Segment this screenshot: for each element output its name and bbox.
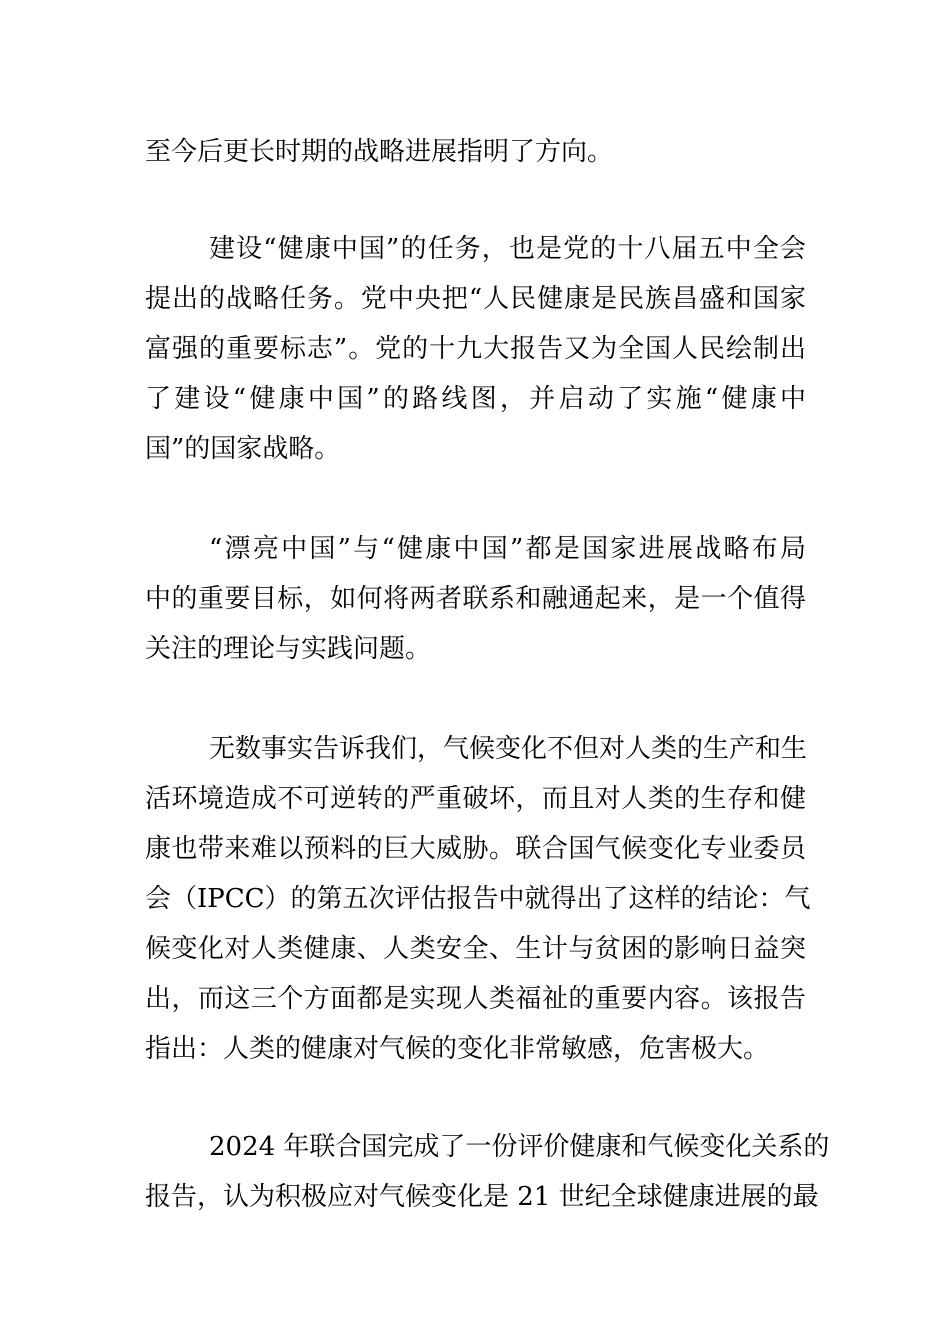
paragraph-4-line-1: 无数事实告诉我们，气候变化不但对人类的生产和生 <box>209 734 808 764</box>
paragraph-5-line-1: 2024 年联合国完成了一份评价健康和气候变化关系的 <box>209 1132 830 1162</box>
paragraph-2-line-1: 建设“健康中国”的任务，也是党的十八届五中全会 <box>209 234 806 264</box>
paragraph-4-line-3: 康也带来难以预料的巨大威胁。联合国气候变化专业委员 <box>145 834 806 864</box>
paragraph-4-line-7: 指出：人类的健康对气候的变化非常敏感，危害极大。 <box>145 1034 770 1064</box>
paragraph-5-line-2: 报告，认为积极应对气候变化是 21 世纪全球健康进展的最 <box>145 1182 819 1212</box>
paragraph-4-line-5: 候变化对人类健康、人类安全、生计与贫困的影响日益突 <box>145 934 806 964</box>
paragraph-4-line-6: 出，而这三个方面都是实现人类福祉的重要内容。该报告 <box>145 984 806 1014</box>
paragraph-2-line-2: 提出的战略任务。党中央把“人民健康是民族昌盛和国家 <box>145 284 806 314</box>
paragraph-2-line-3: 富强的重要标志”。党的十九大报告又为全国人民绘制出 <box>145 334 806 364</box>
paragraph-4-line-4: 会（IPCC）的第五次评估报告中就得出了这样的结论：气 <box>145 884 811 914</box>
paragraph-3-line-2: 中的重要目标，如何将两者联系和融通起来，是一个值得 <box>145 584 806 614</box>
paragraph-2-line-5: 国”的国家战略。 <box>145 434 341 464</box>
paragraph-2-line-4: 了建设“健康中国”的路线图，并启动了实施“健康中 <box>145 384 806 414</box>
paragraph-4-line-2: 活环境造成不可逆转的严重破坏，而且对人类的生存和健 <box>145 784 806 814</box>
paragraph-3-line-1: “漂亮中国”与“健康中国”都是国家进展战略布局 <box>209 534 806 564</box>
paragraph-3-line-3: 关注的理论与实践问题。 <box>145 634 432 664</box>
paragraph-1-line-1: 至今后更长时期的战略进展指明了方向。 <box>145 137 614 167</box>
